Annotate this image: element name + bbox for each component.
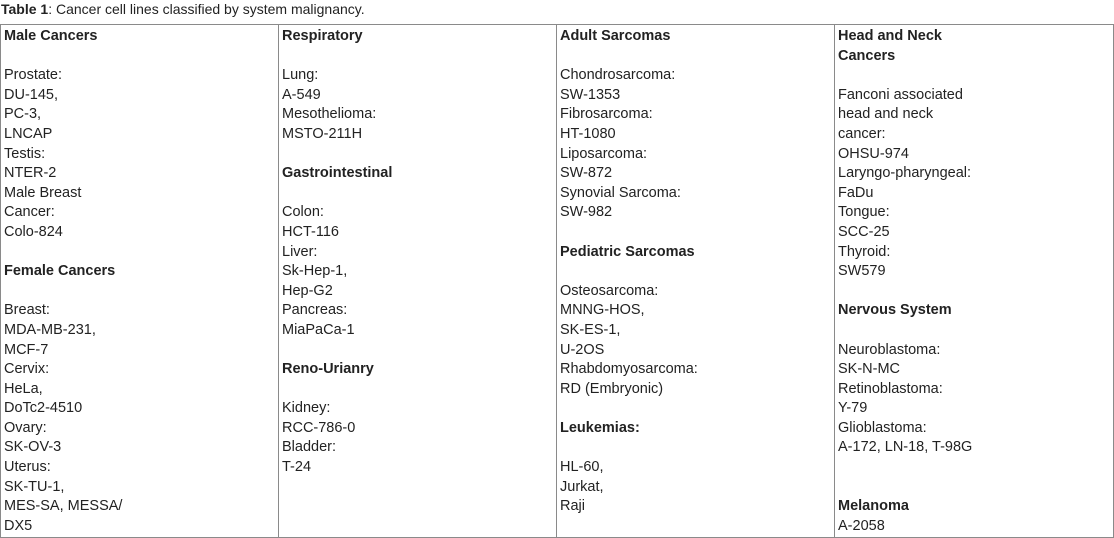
list-item: HT-1080 bbox=[560, 125, 616, 142]
caption-text: : Cancer cell lines classified by system malignancy. bbox=[48, 1, 365, 17]
list-item: Colon: bbox=[282, 204, 324, 221]
list-item: SW579 bbox=[838, 263, 886, 280]
list-item: SW-872 bbox=[560, 165, 613, 182]
list-item: Osteosarcoma: bbox=[560, 282, 659, 299]
column-male-female-cancers bbox=[1, 25, 279, 538]
section-heading: Melanoma bbox=[838, 498, 909, 515]
section-heading: Adult Sarcomas bbox=[560, 28, 671, 44]
list-item: SK-ES-1, bbox=[560, 321, 621, 338]
column-sarcomas-leukemias bbox=[557, 25, 835, 538]
list-item: DX5 bbox=[4, 517, 33, 534]
cell-lines-table bbox=[0, 24, 1114, 538]
list-item: Cancer: bbox=[4, 204, 55, 221]
list-item: Chondrosarcoma: bbox=[560, 67, 676, 84]
spacer bbox=[838, 282, 1110, 302]
list-item: HL-60, bbox=[560, 459, 604, 476]
list-item: A-2058 bbox=[838, 517, 885, 534]
list-item: Raji bbox=[560, 498, 585, 515]
list-item: A-549 bbox=[282, 86, 321, 103]
list-item: FaDu bbox=[838, 184, 874, 201]
spacer bbox=[282, 380, 553, 400]
list-item: Retinoblastoma: bbox=[838, 380, 943, 397]
list-item: Liposarcoma: bbox=[560, 145, 648, 162]
section-heading: Gastrointestinal bbox=[282, 165, 393, 182]
list-item: Hep-G2 bbox=[282, 282, 333, 299]
list-item: RD (Embryonic) bbox=[560, 380, 664, 397]
list-item: Synovial Sarcoma: bbox=[560, 184, 681, 201]
list-item: Glioblastoma: bbox=[838, 419, 927, 436]
list-item: MSTO-211H bbox=[282, 125, 363, 142]
list-item: Uterus: bbox=[4, 459, 51, 476]
table-caption bbox=[1, 1, 365, 17]
list-item: Male Breast bbox=[4, 184, 82, 201]
section-heading: Respiratory bbox=[282, 28, 363, 44]
spacer bbox=[560, 399, 831, 419]
spacer bbox=[282, 184, 553, 204]
list-item: Testis: bbox=[4, 145, 46, 162]
list-item: HCT-116 bbox=[282, 223, 339, 240]
list-item: MCF-7 bbox=[4, 341, 49, 358]
spacer bbox=[4, 243, 275, 263]
list-item: SK-OV-3 bbox=[4, 439, 62, 456]
column-head-neck-nervous-melanoma bbox=[835, 25, 1114, 538]
list-item: Sk-Hep-1, bbox=[282, 263, 348, 280]
spacer bbox=[838, 321, 1110, 341]
list-item: MiaPaCa-1 bbox=[282, 321, 355, 338]
table-label: Table 1 bbox=[1, 1, 49, 17]
list-item: Bladder: bbox=[282, 439, 337, 456]
list-item: LNCAP bbox=[4, 125, 53, 142]
spacer bbox=[282, 145, 553, 165]
list-item: Liver: bbox=[282, 243, 318, 260]
list-item: Kidney: bbox=[282, 400, 331, 417]
list-item: Colo-824 bbox=[4, 223, 63, 240]
list-item: SW-982 bbox=[560, 204, 613, 221]
spacer bbox=[838, 478, 1110, 498]
list-item: Jurkat, bbox=[560, 478, 604, 495]
spacer bbox=[4, 282, 275, 302]
spacer bbox=[282, 47, 553, 67]
section-heading: Reno-Urianry bbox=[282, 361, 374, 378]
list-item: MNNG-HOS, bbox=[560, 302, 645, 319]
section-heading: Female Cancers bbox=[4, 263, 116, 280]
list-item: T-24 bbox=[282, 459, 312, 476]
list-item: U-2OS bbox=[560, 341, 605, 358]
list-item: SK-N-MC bbox=[838, 361, 901, 378]
column-respiratory-gastro-reno bbox=[279, 25, 557, 538]
list-item: Ovary: bbox=[4, 419, 47, 436]
list-item: Cervix: bbox=[4, 361, 50, 378]
spacer bbox=[4, 47, 275, 67]
list-item: PC-3, bbox=[4, 106, 42, 123]
list-item: Neuroblastoma: bbox=[838, 341, 941, 358]
list-item: head and neck bbox=[838, 106, 934, 123]
section-heading: Head and Neck bbox=[838, 28, 942, 44]
list-item: DoTc2-4510 bbox=[4, 400, 83, 417]
list-item: Y-79 bbox=[838, 400, 868, 417]
list-item: Mesothelioma: bbox=[282, 106, 377, 123]
list-item: MDA-MB-231, bbox=[4, 321, 96, 338]
spacer bbox=[560, 438, 831, 458]
spacer bbox=[282, 341, 553, 361]
list-item: Laryngo-pharyngeal: bbox=[838, 165, 972, 182]
list-item: Prostate: bbox=[4, 67, 63, 84]
table-row bbox=[1, 25, 1114, 538]
list-item: A-172, LN-18, T-98G bbox=[838, 439, 973, 456]
spacer bbox=[560, 47, 831, 67]
spacer bbox=[838, 66, 1110, 86]
list-item: MES-SA, MESSA/ bbox=[4, 498, 123, 515]
list-item: Breast: bbox=[4, 302, 50, 319]
list-item: SCC-25 bbox=[838, 223, 890, 240]
section-heading: Pediatric Sarcomas bbox=[560, 243, 695, 260]
list-item: HeLa, bbox=[4, 380, 43, 397]
list-item: SK-TU-1, bbox=[4, 478, 65, 495]
list-item: Rhabdomyosarcoma: bbox=[560, 361, 698, 378]
list-item: NTER-2 bbox=[4, 165, 57, 182]
list-item: Pancreas: bbox=[282, 302, 348, 319]
spacer bbox=[560, 223, 831, 243]
spacer bbox=[560, 262, 831, 282]
list-item: Thyroid: bbox=[838, 243, 891, 260]
list-item: Fanconi associated bbox=[838, 86, 963, 103]
list-item: cancer: bbox=[838, 125, 886, 142]
section-heading: Nervous System bbox=[838, 302, 952, 319]
section-heading: Male Cancers bbox=[4, 28, 98, 44]
list-item: Lung: bbox=[282, 67, 319, 84]
section-heading: Leukemias: bbox=[560, 419, 640, 436]
list-item: SW-1353 bbox=[560, 86, 621, 103]
list-item: RCC-786-0 bbox=[282, 419, 356, 436]
section-heading: Cancers bbox=[838, 47, 896, 64]
list-item: Tongue: bbox=[838, 204, 890, 221]
list-item: OHSU-974 bbox=[838, 145, 909, 162]
list-item: DU-145, bbox=[4, 86, 58, 103]
spacer bbox=[838, 458, 1110, 478]
list-item: Fibrosarcoma: bbox=[560, 106, 653, 123]
